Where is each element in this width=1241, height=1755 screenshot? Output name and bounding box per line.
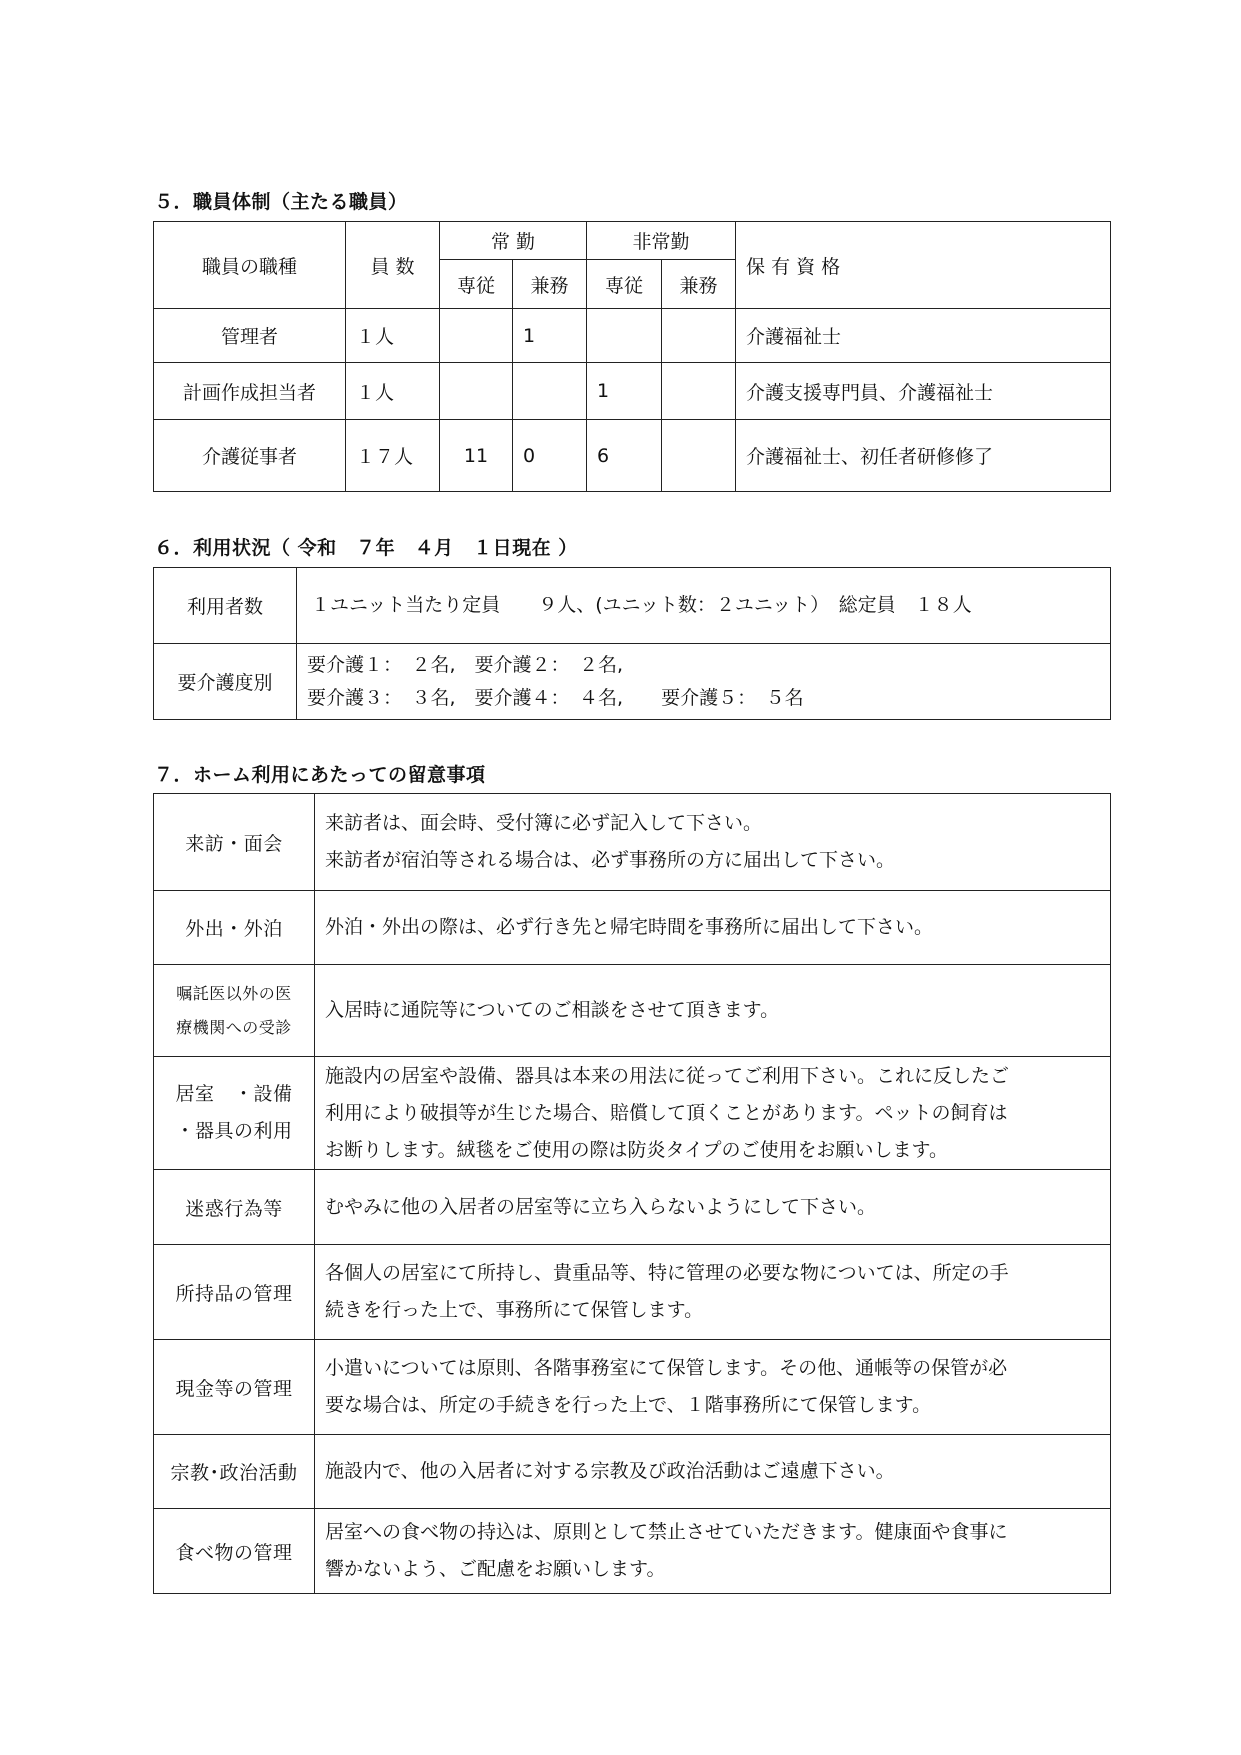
note-line: お断りします。絨毯をご使用の際は防炎タイプのご使用をお願いします。 [325,1138,949,1161]
note-label-text: 療機関への受診 [176,1017,292,1037]
note-label [154,1057,315,1170]
table-row [154,568,1111,644]
note-line: 施設内で、他の入居者に対する宗教及び政治活動はご遠慮下さい。 [325,1460,895,1482]
header-count: 員 数 [346,222,440,309]
table-row [154,1509,1111,1594]
note-label-text: 外出・外泊 [185,918,283,940]
job-cell: 管理者 [154,309,346,363]
usage-table [153,567,1111,720]
header-ft-dedicated: 専従 [440,260,513,309]
ft-dedicated-cell: 11 [440,420,513,492]
users-label: 利用者数 [154,568,297,644]
note-label [154,1245,315,1340]
note-label-text: 食べ物の管理 [175,1541,293,1564]
table-row [154,1057,1111,1170]
count-cell: １人 [346,309,440,363]
note-label-text: 居室 ・設備 [175,1083,293,1105]
qualification-cell: 介護支援専門員、介護福祉士 [736,363,1111,420]
table-row [154,309,1111,363]
note-label [154,1435,315,1509]
note-line: 施設内の居室や設備、器具は本来の用法に従ってご利用下さい。これに反したご [325,1064,1010,1087]
note-line: 各個人の居室にて所持し、貴重品等、特に管理の必要な物については、所定の手 [325,1262,1009,1284]
note-line: 来訪者は、面会時、受付簿に必ず記入して下さい。 [325,812,763,834]
header-fulltime: 常 勤 [440,222,587,260]
note-label [154,1170,315,1245]
note-content [315,1057,1111,1170]
note-content [315,794,1111,891]
table-row [154,1245,1111,1340]
users-value: １ユニット当たり定員 ９人、(ユニット数：２ユニット） 総定員 １８人 [297,568,1111,644]
header-ft-concurrent: 兼務 [513,260,587,309]
pt-concurrent-cell [662,420,736,492]
note-content [315,1435,1111,1509]
note-label [154,1340,315,1435]
count-cell: １７人 [346,420,440,492]
section6-title: ６．利用状況（ 令和 ７年 ４月 １日現在 ） [154,537,578,559]
table-row [154,965,1111,1057]
header-parttime: 非常勤 [587,222,736,260]
care-level-line: 要介護１： ２名, 要介護２： ２名, [307,653,624,676]
note-content [315,965,1111,1057]
note-label-text: 迷惑行為等 [185,1197,283,1220]
table-row [154,420,1111,492]
note-line: 外泊・外出の際は、必ず行き先と帰宅時間を事務所に届出して下さい。 [325,916,934,938]
ft-concurrent-cell [513,363,587,420]
note-line: 小遣いについては原則、各階事務室にて保管します。その他、通帳等の保管が必 [325,1357,1008,1379]
ft-concurrent-cell: 0 [513,420,587,492]
pt-dedicated-cell [587,309,662,363]
note-line: 利用により破損等が生じた場合、賠償して頂くことがあります。ペットの飼育は [325,1101,1008,1124]
note-label-text: 現金等の管理 [175,1377,293,1400]
table-row [154,891,1111,965]
ft-dedicated-cell [440,363,513,420]
job-cell: 計画作成担当者 [154,363,346,420]
note-label-text: 嘱託医以外の医 [176,983,292,1003]
note-line: 居室への食べ物の持込は、原則として禁止させていただきます。健康面や食事に [325,1521,1008,1543]
table-row [154,644,1111,720]
ft-dedicated-cell [440,309,513,363]
qualification-cell: 介護福祉士、初任者研修修了 [736,420,1111,492]
pt-concurrent-cell [662,363,736,420]
note-line: 要な場合は、所定の手続きを行った上で、１階事務所にて保管します。 [325,1394,932,1416]
pt-concurrent-cell [662,309,736,363]
job-cell: 介護従事者 [154,420,346,492]
care-level-value [297,644,1111,720]
note-line: 響かないよう、ご配慮をお願いします。 [325,1558,666,1580]
note-line: むやみに他の入居者の居室等に立ち入らないようにして下さい。 [325,1195,877,1218]
note-content [315,1340,1111,1435]
care-level-label: 要介護度別 [154,644,297,720]
note-label-text: 所持品の管理 [175,1282,293,1305]
staff-table [153,221,1111,492]
ft-concurrent-cell: 1 [513,309,587,363]
qualification-cell: 介護福祉士 [736,309,1111,363]
header-job-type: 職員の職種 [154,222,346,309]
count-cell: １人 [346,363,440,420]
table-row [154,363,1111,420]
note-line: 入居時に通院等についてのご相談をさせて頂きます。 [325,999,780,1021]
note-label-text: ・器具の利用 [175,1120,293,1142]
note-content [315,1245,1111,1340]
care-level-line: 要介護３： ３名, 要介護４： ４名, 要介護５： ５名 [307,686,804,709]
note-label-text: 来訪・面会 [185,832,283,855]
note-line: 来訪者が宿泊等される場合は、必ず事務所の方に届出して下さい。 [325,849,896,871]
note-label [154,965,315,1057]
note-line: 続きを行った上で、事務所にて保管します。 [325,1299,704,1321]
note-label [154,891,315,965]
note-content [315,1509,1111,1594]
note-label [154,1509,315,1594]
header-pt-concurrent: 兼務 [662,260,736,309]
notes-table [153,793,1111,1594]
header-qualification: 保 有 資 格 [736,222,1111,309]
section7-title: ７．ホーム利用にあたっての留意事項 [154,764,486,786]
table-row [154,1435,1111,1509]
note-content [315,1170,1111,1245]
pt-dedicated-cell: 6 [587,420,662,492]
table-row [154,1340,1111,1435]
pt-dedicated-cell: 1 [587,363,662,420]
note-content [315,891,1111,965]
table-row [154,1170,1111,1245]
note-label-text: 宗教･政治活動 [170,1462,298,1484]
header-pt-dedicated: 専従 [587,260,662,309]
section5-title: ５．職員体制（主たる職員） [154,191,408,213]
note-label [154,794,315,891]
table-row [154,794,1111,891]
